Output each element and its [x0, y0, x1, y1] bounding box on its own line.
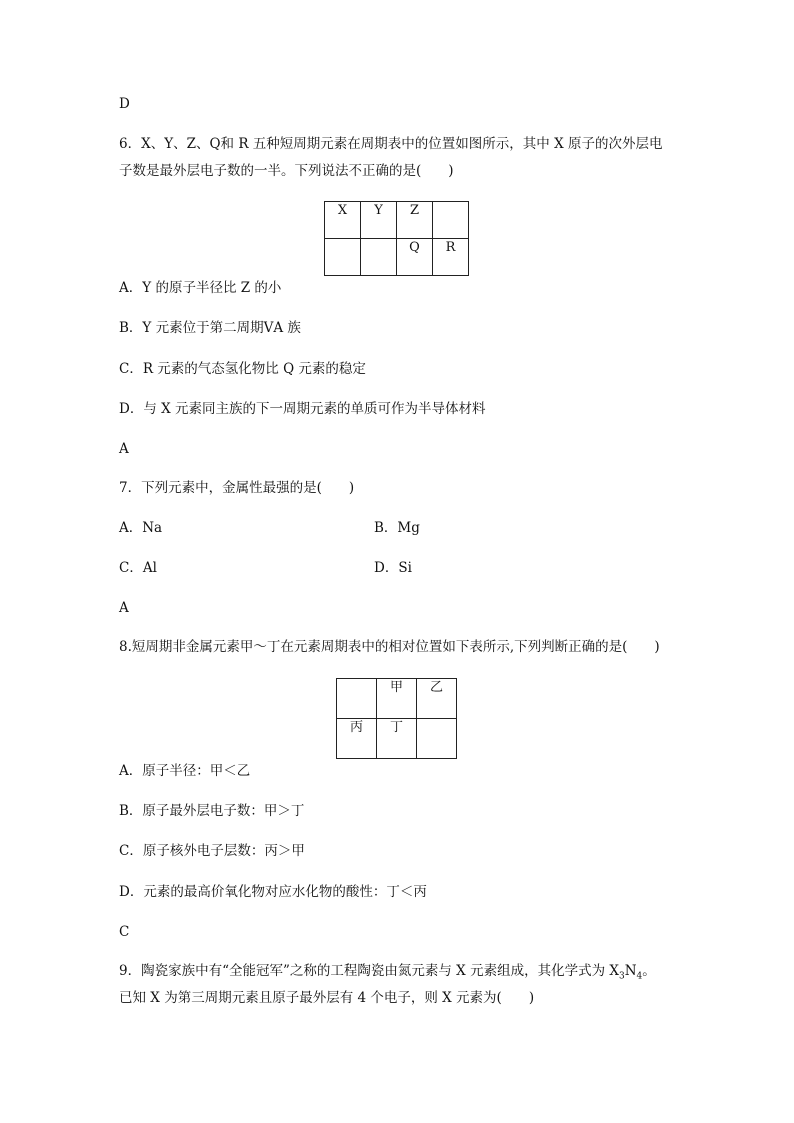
cell: 乙: [417, 679, 457, 719]
question-8: 8.短周期非金属元素甲～丁在元素周期表中的相对位置如下表所示,下列判断正确的是( ): [119, 639, 660, 655]
cell: Q: [397, 239, 433, 276]
question-7: 7．下列元素中，金属性最强的是( ): [119, 480, 355, 496]
cell: 甲: [377, 679, 417, 719]
q8-option-d: D．元素的最高价氧化物对应水化物的酸性：丁＜丙: [119, 884, 427, 900]
q9-subscript-4: 4: [636, 971, 643, 982]
cell: X: [325, 202, 361, 239]
q9-text: 9．陶瓷家族中有“全能冠军”之称的工程陶瓷由氮元素与 X 元素组成，其化学式为 X: [119, 963, 619, 979]
cell: [433, 202, 469, 239]
cell: 丁: [377, 719, 417, 759]
cell: [361, 239, 397, 276]
answer-7: A: [119, 600, 129, 616]
q8-option-a: A．原子半径：甲＜乙: [119, 763, 251, 779]
q6-option-b: B．Y 元素位于第二周期ⅤA 族: [119, 320, 301, 336]
q6-option-d: D．与 X 元素同主族的下一周期元素的单质可作为半导体材料: [119, 401, 486, 417]
cell: 丙: [337, 719, 377, 759]
question-9-line-1: [119, 962, 656, 980]
answer-5: D: [119, 96, 130, 112]
q7-option-a: A．Na: [119, 520, 163, 536]
cell: [417, 719, 457, 759]
q7-option-d: D．Si: [374, 560, 412, 576]
question-6-line-1: 6．X、Y、Z、Q和 R 五种短周期元素在周期表中的位置如图所示，其中 X 原子的次外层电: [119, 136, 663, 152]
q9-subscript-3: 3: [619, 971, 625, 982]
answer-6: A: [119, 441, 129, 457]
answer-8: C: [119, 924, 130, 940]
question-9-line-2: 已知 X 为第三周期元素且原子最外层有 4 个电子，则 X 元素为( ): [119, 990, 535, 1006]
periodic-table-q6: [324, 201, 469, 276]
q9-period: 。: [642, 963, 656, 979]
q8-option-c: C．原子核外电子层数：丙＞甲: [119, 843, 305, 859]
q7-option-b: B．Mg: [374, 520, 420, 536]
q6-option-c: C．R 元素的气态氢化物比 Q 元素的稳定: [119, 361, 366, 377]
cell: R: [433, 239, 469, 276]
question-6-line-2: 子数是最外层电子数的一半。下列说法不正确的是( ): [119, 163, 454, 179]
cell: [337, 679, 377, 719]
q6-option-a: A．Y 的原子半径比 Z 的小: [119, 280, 282, 296]
cell: [325, 239, 361, 276]
q9-formula-n: N: [624, 963, 637, 979]
q8-option-b: B．原子最外层电子数：甲＞丁: [119, 803, 305, 819]
cell: Y: [361, 202, 397, 239]
cell: Z: [397, 202, 433, 239]
q7-option-c: C．Al: [119, 560, 157, 576]
periodic-table-q8: [336, 678, 457, 759]
